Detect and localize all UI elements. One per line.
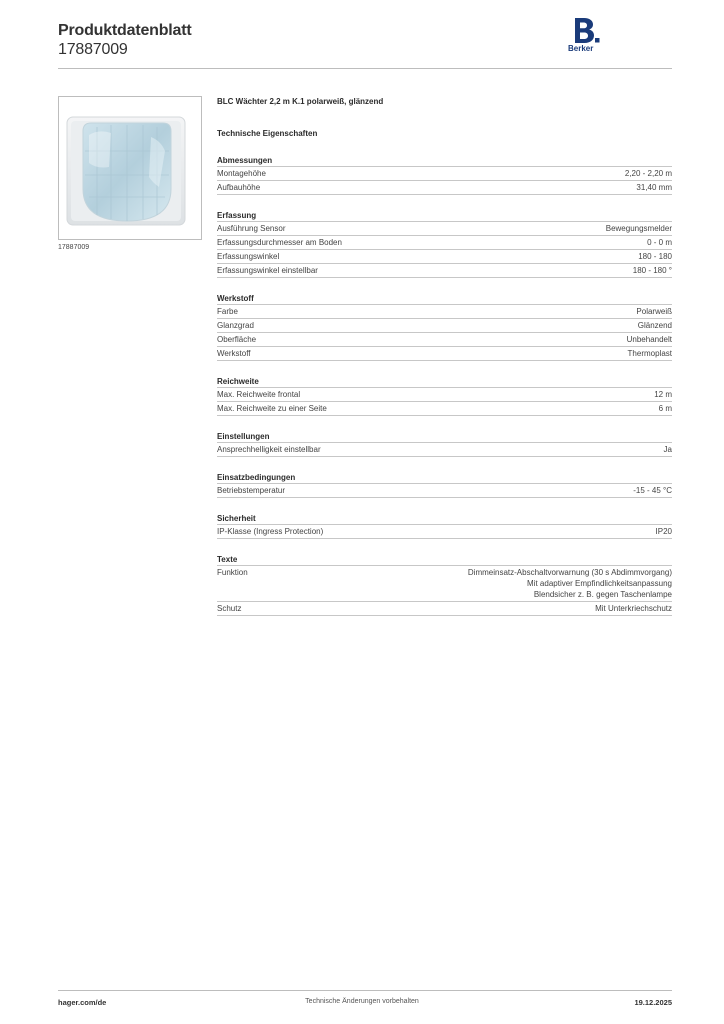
table-row <box>217 566 672 602</box>
document-number: 17887009 <box>58 41 128 58</box>
row-label: Schutz <box>217 604 242 613</box>
row-value: IP20 <box>655 527 672 536</box>
group-title: Einstellungen <box>217 431 672 443</box>
table-row <box>217 347 672 361</box>
row-label: Glanzgrad <box>217 321 254 330</box>
group-title: Sicherheit <box>217 513 672 525</box>
row-value: 0 - 0 m <box>647 238 672 247</box>
table-row <box>217 264 672 278</box>
document-title: Produktdatenblatt <box>58 22 192 39</box>
row-label: Ausführung Sensor <box>217 224 286 233</box>
group-reichweite <box>217 376 672 416</box>
row-value: 180 - 180 ° <box>632 266 672 275</box>
row-value: 2,20 - 2,20 m <box>624 169 672 178</box>
product-image <box>58 96 202 240</box>
footer-disclaimer: Technische Änderungen vorbehalten <box>305 998 419 1005</box>
row-value: Thermoplast <box>627 349 672 358</box>
group-title: Reichweite <box>217 376 672 388</box>
group-einsatzbedingungen <box>217 472 672 498</box>
row-label: Werkstoff <box>217 349 251 358</box>
row-label: Erfassungswinkel <box>217 252 280 261</box>
row-label: Erfassungsdurchmesser am Boden <box>217 238 342 247</box>
table-row <box>217 333 672 347</box>
table-row <box>217 525 672 539</box>
group-title: Abmessungen <box>217 155 672 167</box>
group-werkstoff <box>217 293 672 361</box>
table-row <box>217 167 672 181</box>
table-row <box>217 305 672 319</box>
row-label: Max. Reichweite frontal <box>217 390 301 399</box>
table-row <box>217 319 672 333</box>
row-label: Aufbauhöhe <box>217 183 261 192</box>
footer-divider <box>58 990 672 991</box>
footer-website: hager.com/de <box>58 998 107 1007</box>
header-divider <box>58 68 672 69</box>
section-title: Technische Eigenschaften <box>217 129 318 138</box>
group-title: Texte <box>217 554 672 566</box>
group-sicherheit <box>217 513 672 539</box>
group-texte <box>217 554 672 616</box>
product-data-content <box>217 96 672 616</box>
table-row <box>217 484 672 498</box>
row-value: Unbehandelt <box>626 335 672 344</box>
row-value: 31,40 mm <box>636 183 672 192</box>
row-value: Bewegungsmelder <box>605 224 672 233</box>
row-label: Farbe <box>217 307 238 316</box>
row-label: Montagehöhe <box>217 169 266 178</box>
row-label: IP-Klasse (Ingress Protection) <box>217 527 324 536</box>
group-title: Einsatzbedingungen <box>217 472 672 484</box>
group-abmessungen <box>217 155 672 195</box>
row-value-multiline <box>468 567 672 600</box>
row-label: Funktion <box>217 568 248 577</box>
row-value-line: Mit adaptiver Empfindlichkeitsanpassung <box>527 579 672 588</box>
product-name: BLC Wächter 2,2 m K.1 polarweiß, glänzend <box>217 97 384 106</box>
product-image-caption: 17887009 <box>58 244 90 251</box>
table-row <box>217 250 672 264</box>
table-row <box>217 222 672 236</box>
row-label: Max. Reichweite zu einer Seite <box>217 404 327 413</box>
row-value: -15 - 45 °C <box>633 486 672 495</box>
row-value: 12 m <box>654 390 672 399</box>
table-row <box>217 236 672 250</box>
row-value: 6 m <box>658 404 672 413</box>
document-header <box>58 20 672 70</box>
group-title: Erfassung <box>217 210 672 222</box>
row-value: Ja <box>663 445 672 454</box>
berker-b-logo-icon <box>566 16 602 46</box>
row-label: Ansprechhelligkeit einstellbar <box>217 445 321 454</box>
motion-detector-image-icon <box>59 97 201 239</box>
row-label: Betriebstemperatur <box>217 486 286 495</box>
table-row <box>217 388 672 402</box>
row-label: Oberfläche <box>217 335 257 344</box>
table-row <box>217 181 672 195</box>
row-value-line: Dimmeinsatz-Abschaltvorwarnung (30 s Abdimmvorgang) <box>467 568 672 577</box>
table-row <box>217 602 672 616</box>
row-label: Erfassungswinkel einstellbar <box>217 266 318 275</box>
row-value: 180 - 180 <box>638 252 672 261</box>
table-row <box>217 402 672 416</box>
group-einstellungen <box>217 431 672 457</box>
row-value-line: Blendsicher z. B. gegen Taschenlampe <box>533 590 672 599</box>
group-erfassung <box>217 210 672 278</box>
row-value: Mit Unterkriechschutz <box>595 604 672 613</box>
row-value: Polarweiß <box>636 307 672 316</box>
footer-date: 19.12.2025 <box>634 998 672 1007</box>
row-value: Glänzend <box>637 321 672 330</box>
group-title: Werkstoff <box>217 293 672 305</box>
berker-logo <box>566 16 602 56</box>
table-row <box>217 443 672 457</box>
logo-text: Berker <box>568 44 594 53</box>
